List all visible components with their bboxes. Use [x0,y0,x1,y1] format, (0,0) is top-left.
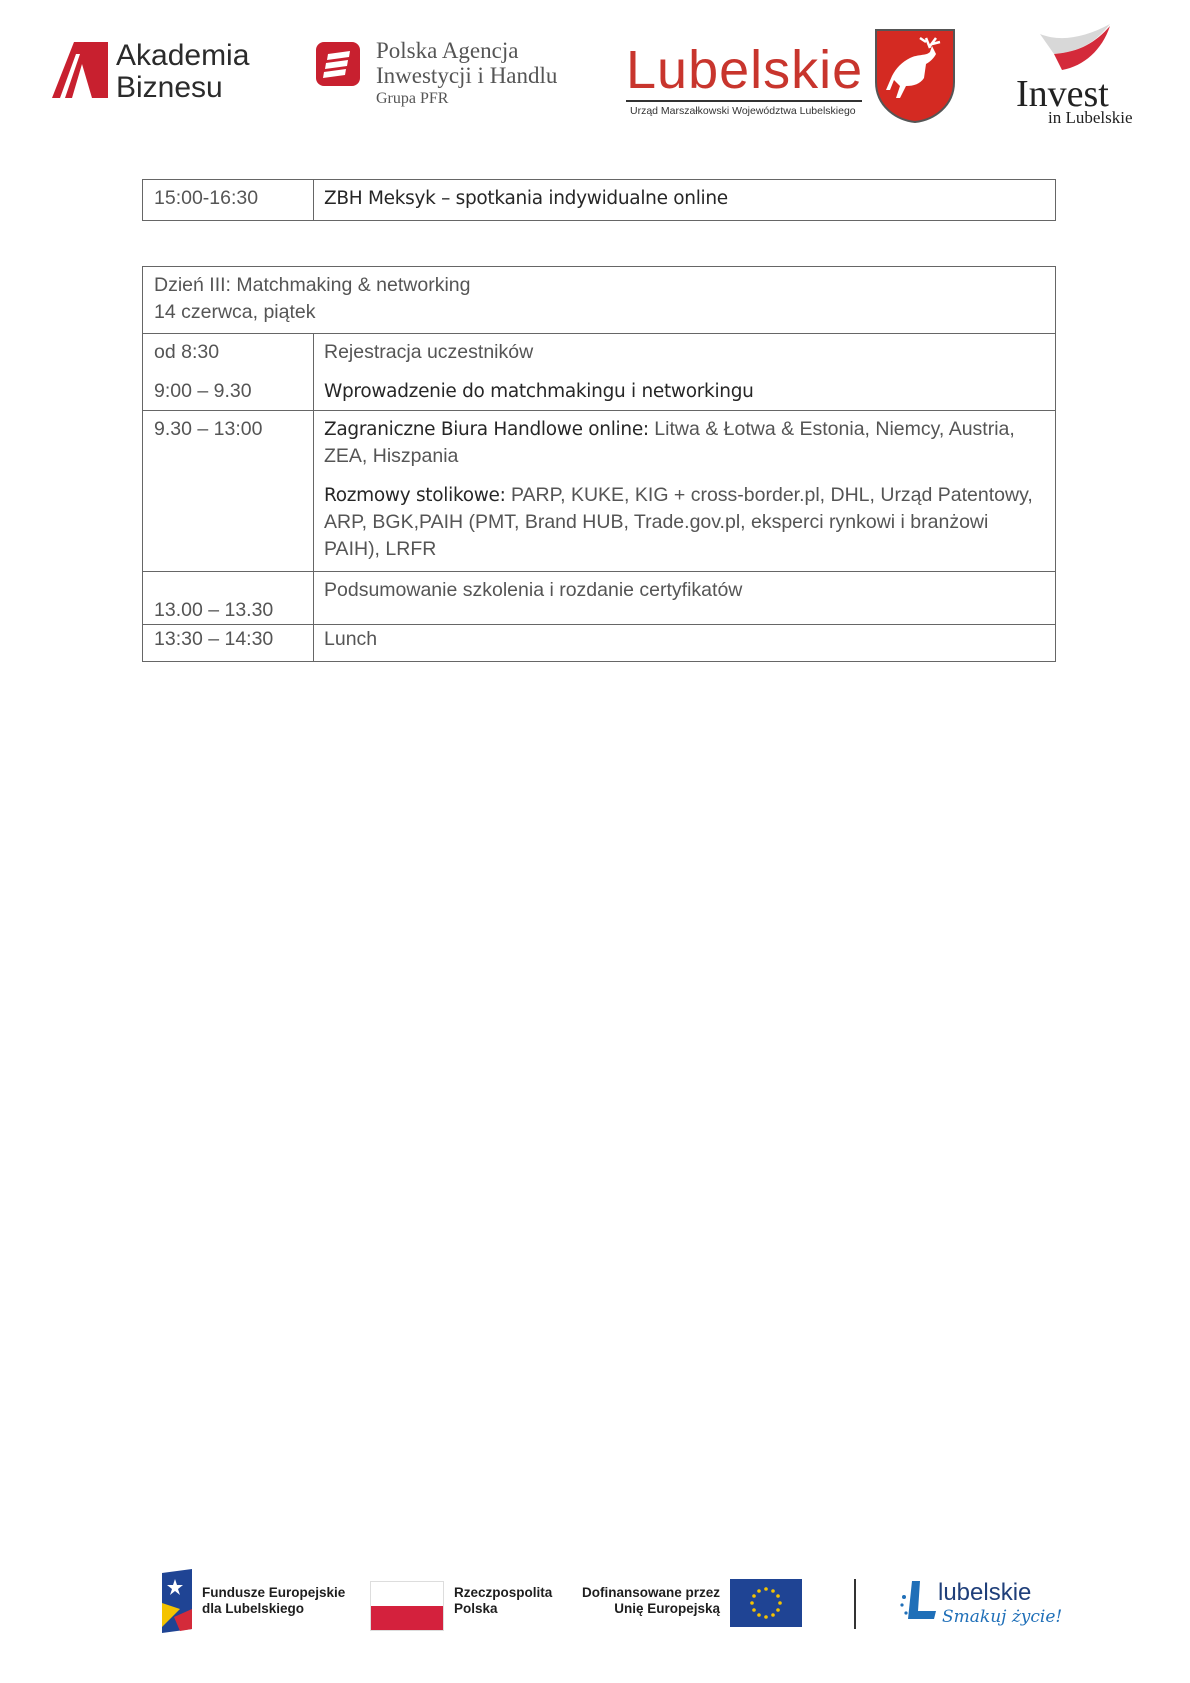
offices-line2: ZEA, Hiszpania [324,445,459,467]
registration-desc: Rejestracja uczestników [324,341,534,363]
invest-word: Invest [1016,73,1109,115]
tables-list-2: ARP, BGK,PAIH (PMT, Brand HUB, Trade.gov.pl, eksperci rynkowi i branżowi [324,511,989,533]
ue-line1: Dofinansowane przez [582,1585,721,1600]
tables-list-3: PAIH), LRFR [324,538,437,560]
online-offices-time: 9.30 – 13:00 [143,411,314,572]
poland-flag-icon [370,1581,444,1631]
paih-line1: Polska Agencja [376,38,519,63]
session-time: 15:00-16:30 [143,180,314,221]
session-table [142,179,1056,221]
ue-line2: Unię Europejską [614,1601,721,1616]
paih-logo [316,38,586,112]
table-row [143,411,1056,572]
tables-list-1: PARP, KUKE, KIG + cross-border.pl, DHL, Urząd Patentowy, [505,484,1033,506]
offices-line1 [324,416,1043,443]
lubelskie-l-mark-icon [898,1577,938,1625]
table-row [143,334,1056,411]
tables-label: Rozmowy stolikowe: [324,485,506,506]
lubelskie-slogan: Smakuj życie! [942,1607,1063,1627]
fe-line1: Fundusze Europejskie [202,1585,346,1600]
offices-label: Zagraniczne Biura Handlowe online: [324,419,649,440]
akademia-biznesu-mark-icon [52,42,108,98]
day-date: 14 czerwca, piątek [154,301,316,323]
lubelskie-office-name: Urząd Marszałkowski Województwa Lubelskiego [630,105,856,117]
invest-in-lubelskie-logo [1010,24,1140,127]
day-header-row [143,267,1056,334]
paih-group: Grupa PFR [376,90,449,107]
akademia-biznesu-logo [52,40,282,102]
akademia-word: Akademia [116,39,250,72]
offices-countries: Litwa & Łotwa & Estonia, Niemcy, Austria, [648,418,1015,440]
registration-desc-cell [314,334,1056,411]
day3-agenda-table [142,266,1056,662]
funding-footer [150,1565,1063,1635]
day-title: Dzień III: Matchmaking & networking [154,274,471,296]
in-lubelskie-text: in Lubelskie [1048,108,1133,127]
registration-time-cell [143,334,314,411]
deer-crest-icon [874,28,956,124]
footer-divider [854,1579,856,1629]
eu-funding-text [582,1585,720,1617]
summary-time: 13.00 – 13.30 [143,572,314,625]
lubelskie-office-logo [626,28,956,124]
european-funds-icon [158,1569,196,1633]
lubelskie-smakuj-logo [898,1575,1063,1635]
eu-flag-icon [730,1579,802,1627]
poland-text [454,1585,552,1617]
summary-desc: Podsumowanie szkolenia i rozdanie certyfikatów [314,572,1056,625]
day-header [143,267,1056,334]
registration-time: od 8:30 [154,341,220,363]
intro-time: 9:00 – 9.30 [154,380,252,402]
intro-desc: Wprowadzenie do matchmakingu i networkingu [324,381,754,402]
lunch-time: 13:30 – 14:30 [143,625,314,662]
biznesu-word: Biznesu [116,71,223,104]
lubelskie-footer-word: lubelskie [938,1579,1032,1606]
table-row [143,625,1056,662]
rp-line1: Rzeczpospolita [454,1585,553,1600]
rp-line2: Polska [454,1601,498,1616]
paih-mark-icon [316,42,360,86]
paih-line2: Inwestycji i Handlu [376,63,558,88]
session-title: ZBH Meksyk – spotkania indywidualne online [314,180,1056,221]
fe-line2: dla Lubelskiego [202,1601,305,1616]
flag-swoosh-icon [1040,24,1112,70]
table-row [143,180,1056,221]
online-offices-desc [314,411,1056,572]
lubelskie-underline [626,100,862,102]
european-funds-text [202,1585,345,1617]
tables-line1 [324,482,1043,509]
table-row [143,572,1056,625]
lunch-desc: Lunch [314,625,1056,662]
lubelskie-word: Lubelskie [626,40,864,100]
